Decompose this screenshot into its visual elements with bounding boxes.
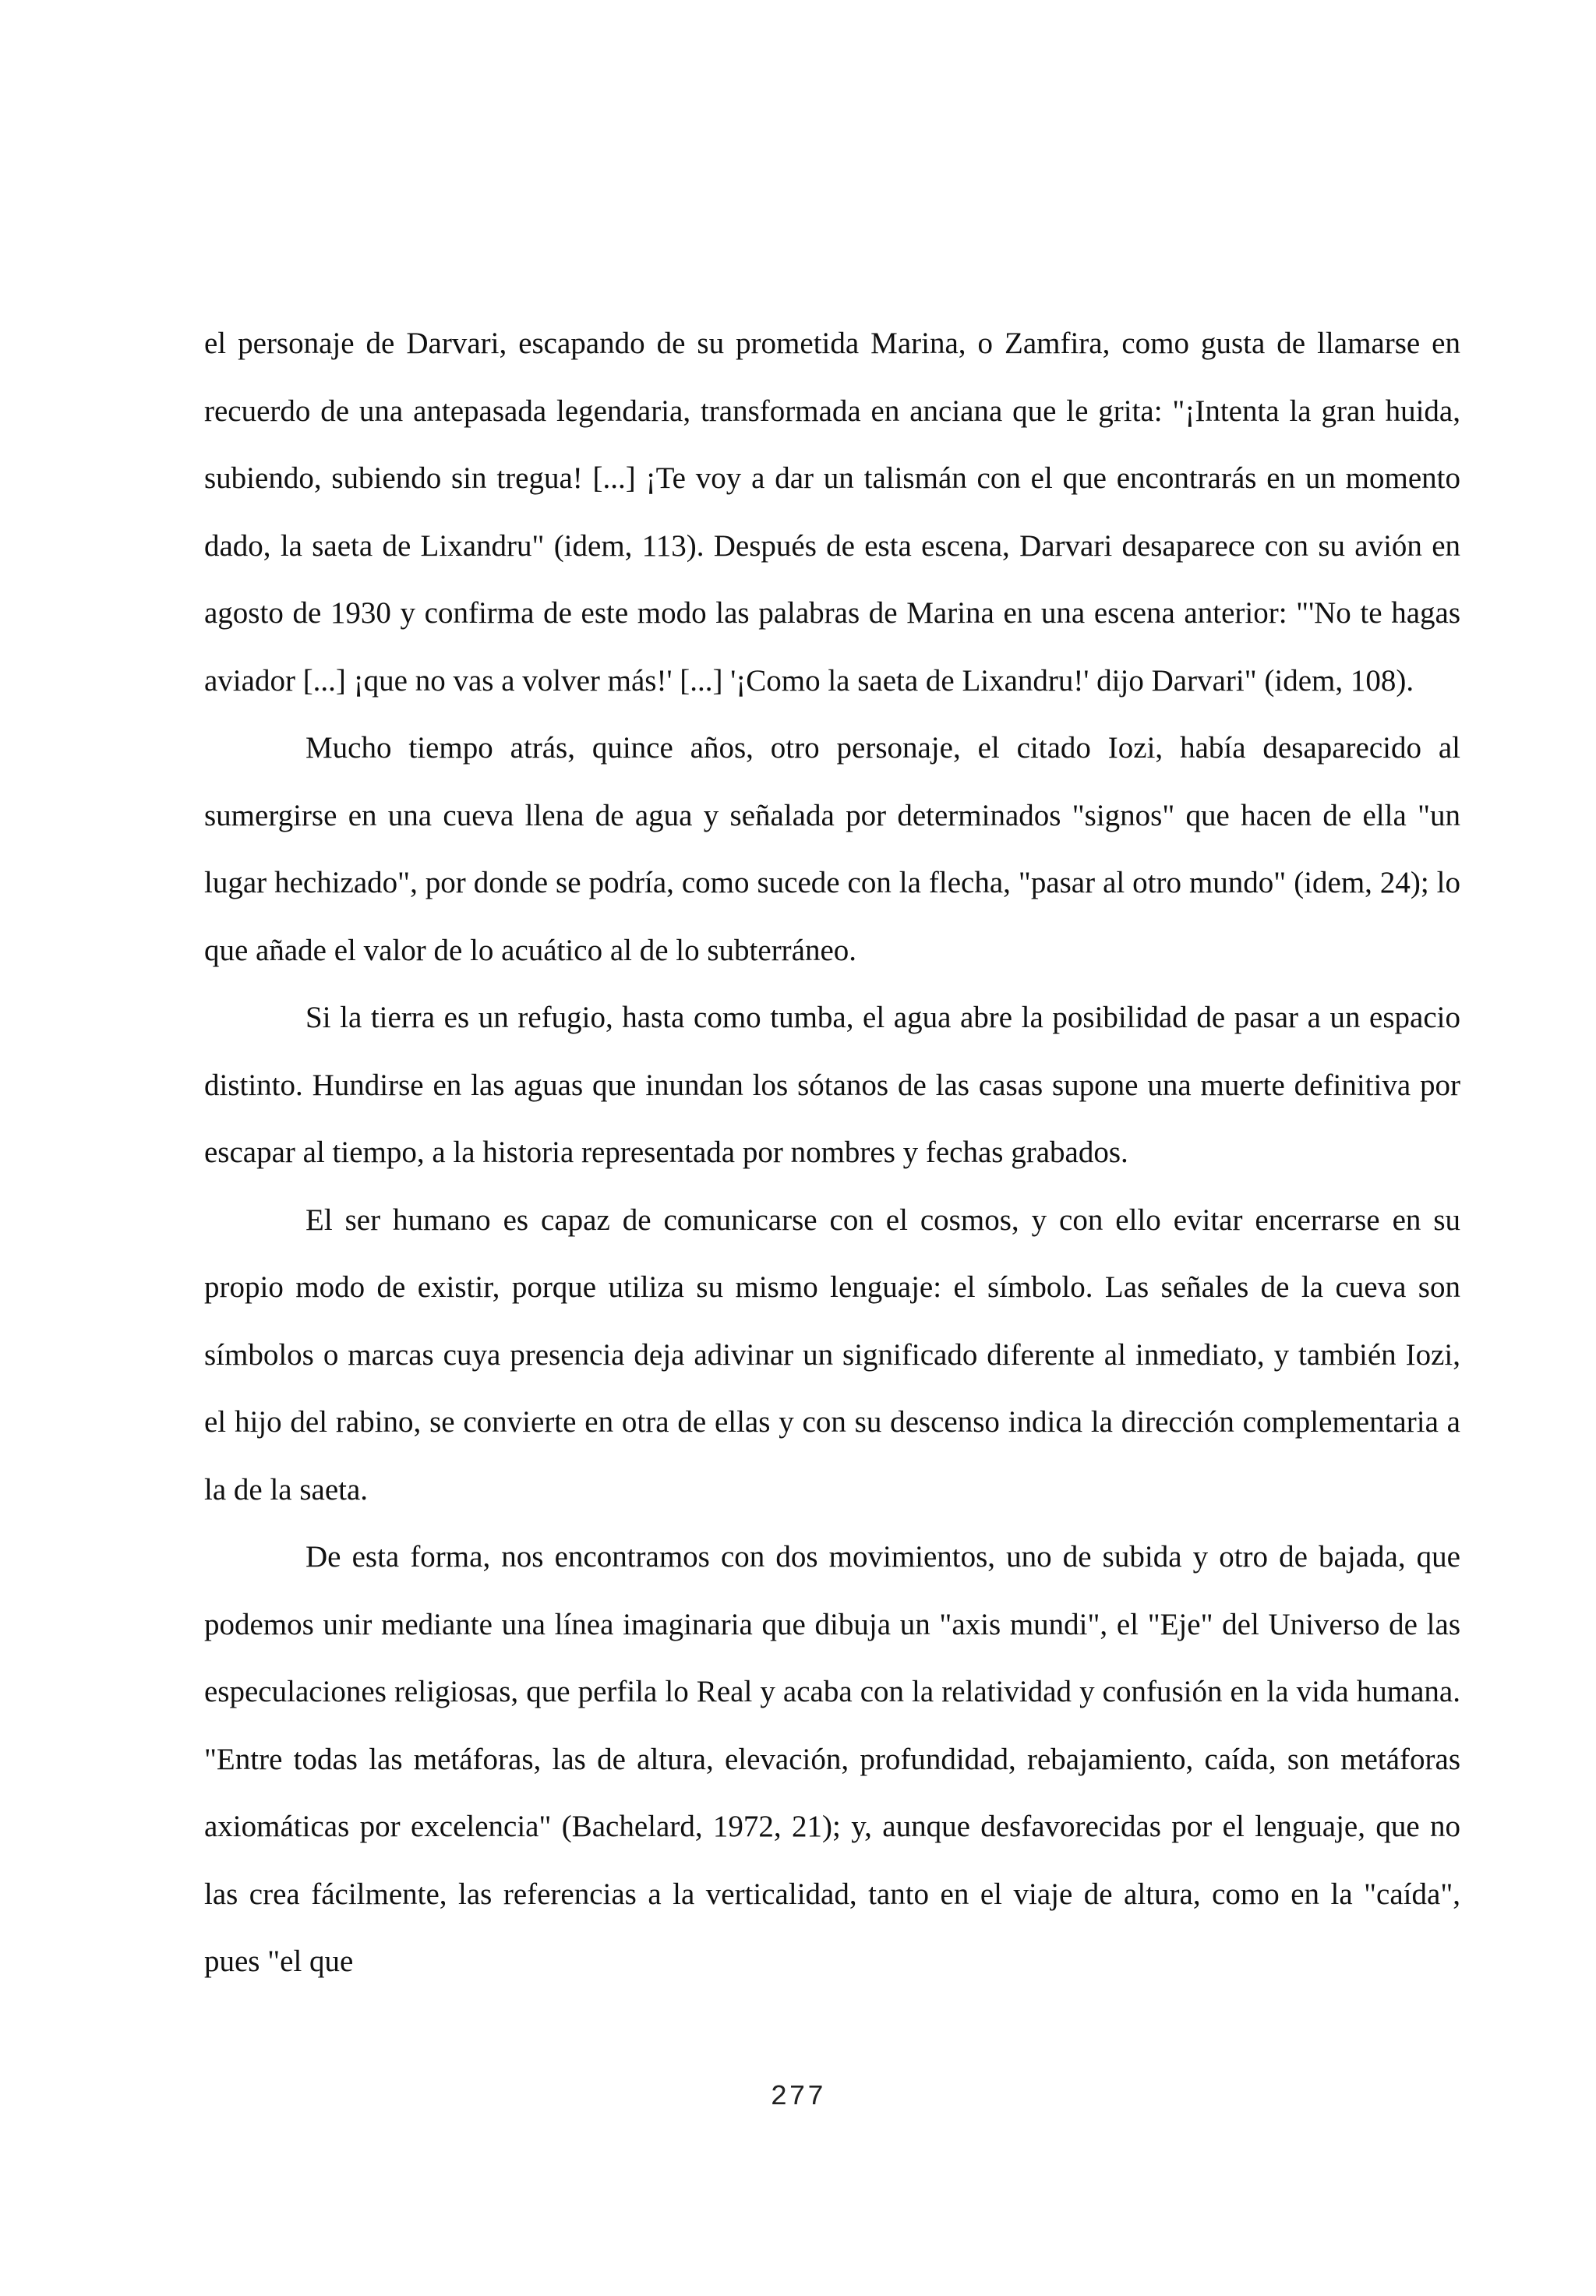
paragraph-2: Mucho tiempo atrás, quince años, otro personaje, el citado Iozi, había desaparecido al sumergirse en una cueva llena de agua y señalada por determinados "signos" que hacen de ella "un lugar hechizado", por donde se podría, como sucede con la flecha, "pasar al otro mundo" (idem, 24); lo que añade el valor de lo acuático al de lo subterráneo. — [204, 731, 1460, 967]
page-number: 277 — [770, 2081, 826, 2113]
paragraph-5: De esta forma, nos encontramos con dos movimientos, uno de subida y otro de bajada, que podemos unir mediante una línea imaginaria que dibuja un "axis mundi", el "Eje" del Universo de las especulaciones religiosas, que perfila lo Real y acaba con la relatividad y confusión en la vida humana. "Entre todas las metáforas, las de altura, elevación, profundidad, rebajamiento, caída, son metáforas axiomáticas por excelencia" (Bachelard, 1972, 21); y, aunque desfavorecidas por el lenguaje, que no las crea fácilmente, las referencias a la verticalidad, tanto en el viaje de altura, como en la "caída", pues "el que — [204, 1540, 1460, 1978]
paragraph-3: Si la tierra es un refugio, hasta como tumba, el agua abre la posibilidad de pasar a un espacio distinto. Hundirse en las aguas que inundan los sótanos de las casas supone una muerte definitiva por escapar al tiempo, a la historia representada por nombres y fechas grabados. — [204, 1001, 1460, 1169]
paragraph-1: el personaje de Darvari, escapando de su prometida Marina, o Zamfira, como gusta de llamarse en recuerdo de una antepasada legendaria, transformada en anciana que le grita: "¡Intenta la gran huida, subiendo, subiendo sin tregua! [...] ¡Te voy a dar un talismán con el que encontrarás en un momento dado, la saeta de Lixandru" (idem, 113). Después de esta escena, Darvari desaparece con su avión en agosto de 1930 y confirma de este modo las palabras de Marina en una escena anterior: "'No te hagas aviador [...] ¡que no vas a volver más!' [...] '¡Como la saeta de Lixandru!' dijo Darvari" (idem, 108). — [204, 327, 1460, 698]
paragraph-4: El ser humano es capaz de comunicarse con el cosmos, y con ello evitar encerrarse en su propio modo de existir, porque utiliza su mismo lenguaje: el símbolo. Las señales de la cueva son símbolos o marcas cuya presencia deja adivinar un significado diferente al inmediato, y también Iozi, el hijo del rabino, se convierte en otra de ellas y con su descenso indica la dirección complementaria a la de la saeta. — [204, 1203, 1460, 1507]
body-text — [204, 310, 1460, 1996]
